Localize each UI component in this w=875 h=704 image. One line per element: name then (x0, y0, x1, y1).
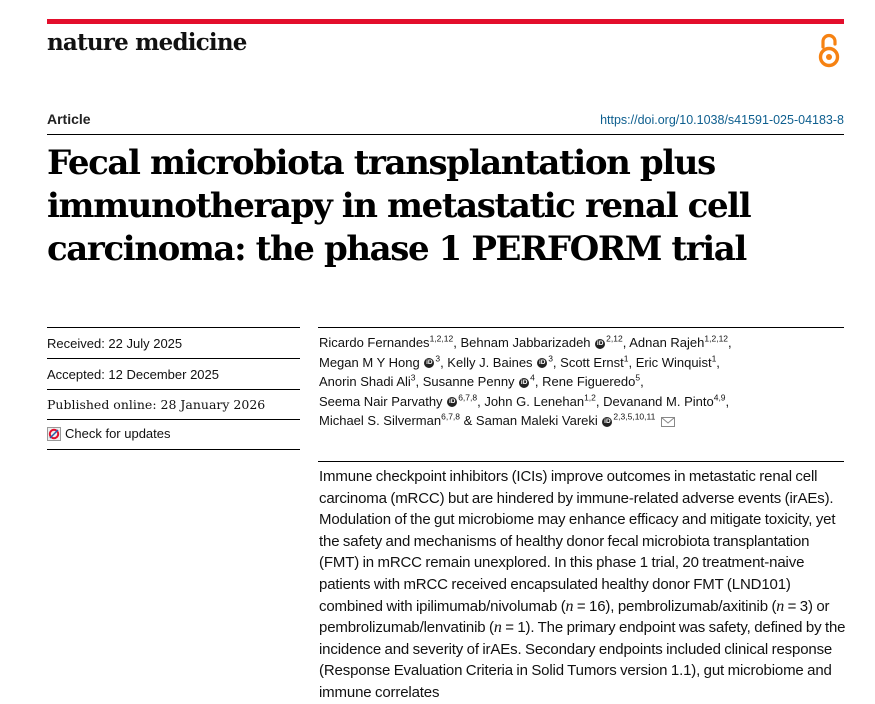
abstract-divider (318, 461, 844, 462)
author-name[interactable]: Behnam Jabbarizadeh (460, 335, 591, 350)
author-separator: , (628, 354, 636, 370)
author-name[interactable]: Saman Maleki Vareki (475, 413, 598, 428)
article-title (47, 142, 837, 271)
author-separator: , (552, 354, 561, 370)
author-name[interactable]: Kelly J. Baines (447, 354, 533, 370)
abstract-text (319, 466, 849, 704)
journal-logo[interactable]: nature medicine (47, 29, 247, 56)
published-date: Published online: 28 January 2026 (47, 397, 266, 412)
meta-divider (47, 358, 300, 359)
author-name[interactable]: Ricardo Fernandes (319, 335, 430, 350)
meta-divider (47, 449, 300, 450)
meta-divider (47, 419, 300, 420)
author-name[interactable]: Seema Nair Parvathy (319, 393, 443, 409)
brand-rule (47, 19, 844, 24)
author-affiliation: 4 (530, 372, 535, 383)
author-separator: , (415, 374, 423, 389)
abstract-segment: = 16), pembrolizumab/axitinib ( (573, 597, 777, 615)
accepted-date: Accepted: 12 December 2025 (47, 367, 219, 382)
author-separator: , (728, 335, 732, 350)
open-access-icon (816, 33, 842, 69)
orcid-icon[interactable]: iD (448, 398, 456, 406)
author-name[interactable]: Scott Ernst (560, 354, 624, 370)
author-separator: & (460, 413, 476, 428)
author-separator: , (477, 393, 485, 409)
author-affiliation: 2,12 (606, 333, 623, 344)
author-affiliation: 1 (623, 353, 629, 364)
author-name[interactable]: John G. Lenehan (484, 393, 585, 409)
author-separator: , (595, 393, 604, 409)
author-affiliation: 1,2,12 (429, 333, 454, 344)
authors-divider (318, 327, 844, 328)
author-affiliation: 2,3,5,10,11 (613, 411, 656, 422)
header-divider (47, 134, 844, 135)
abstract-segment: = 3) or pembrolizumab/lenvatinib ( (319, 597, 830, 637)
author-name[interactable]: Susanne Penny (422, 374, 515, 389)
email-icon[interactable] (661, 417, 675, 427)
author-affiliation: 1,2,12 (704, 333, 729, 344)
received-date: Received: 22 July 2025 (47, 336, 183, 351)
author-name[interactable]: Megan M Y Hong (319, 354, 420, 370)
author-affiliation: 3 (548, 353, 553, 364)
check-for-updates-button[interactable] (47, 426, 171, 441)
title-line: immunotherapy in metastatic renal cell (47, 186, 751, 226)
orcid-icon[interactable]: iD (604, 417, 611, 425)
meta-divider (47, 327, 300, 328)
author-name[interactable]: Adnan Rajeh (629, 335, 705, 350)
author-affiliation: 5 (635, 372, 641, 383)
orcid-icon[interactable]: iD (538, 359, 546, 367)
sample-size-symbol: n (776, 597, 785, 615)
author-name[interactable]: Rene Figueredo (542, 374, 636, 389)
author-separator: , (453, 335, 461, 350)
author-list (319, 333, 844, 431)
orcid-icon[interactable]: iD (520, 378, 528, 386)
author-affiliation: 6,7,8 (441, 411, 461, 422)
author-affiliation: 6,7,8 (458, 392, 478, 403)
check-for-updates-icon (47, 427, 61, 441)
author-separator: , (534, 374, 543, 389)
author-separator: , (640, 374, 644, 389)
author-separator: , (725, 393, 730, 409)
orcid-icon[interactable]: iD (596, 339, 604, 347)
author-affiliation: 1,2 (584, 392, 596, 403)
abstract-segment: Immune checkpoint inhibitors (ICIs) improve outcomes in metastatic renal cell carcinoma (mRCC) but are hindered by immune-related adverse events (irAEs). Modulation of the gut microbiome may enhance efficacy and mitigate toxicity, yet the safety and mechanisms of healthy donor fecal microbiota transplantation (FMT) in mRCC remain unexplored. In this phase 1 trial, 20 treatment-naive patients with mRCC received encapsulated healthy donor FMT (LND101) combined with ipilimumab/nivolumab ( (319, 468, 836, 615)
author-affiliation: 1 (711, 353, 717, 364)
meta-divider (47, 389, 300, 390)
author-affiliation: 3 (435, 353, 441, 364)
title-line: Fecal microbiota transplantation plus (47, 143, 715, 183)
author-separator: , (622, 335, 630, 350)
title-line: carcinoma: the phase 1 PERFORM trial (47, 229, 746, 269)
author-separator: , (440, 354, 448, 370)
author-name[interactable]: Devanand M. Pinto (603, 393, 714, 409)
check-for-updates-label: Check for updates (65, 426, 171, 441)
sample-size-symbol: n (493, 619, 502, 637)
author-name[interactable]: Michael S. Silverman (319, 413, 442, 428)
sample-size-symbol: n (565, 597, 574, 615)
doi-link[interactable]: https://doi.org/10.1038/s41591-025-04183-8 (600, 113, 844, 127)
abstract-segment: = 1). The primary endpoint was safety, defined by the incidence and severity of irAEs. Secondary endpoints included clinical response (Response Evaluation Criteria in Solid Tumors version 1.1), gut microbiome and immune correlates (319, 619, 846, 701)
orcid-icon[interactable]: iD (426, 359, 433, 367)
author-affiliation: 3 (410, 372, 416, 383)
author-affiliation: 4,9 (713, 392, 726, 403)
author-separator: , (716, 354, 720, 370)
author-name[interactable]: Eric Winquist (635, 354, 712, 370)
author-name[interactable]: Anorin Shadi Ali (319, 374, 411, 389)
article-type: Article (47, 111, 91, 127)
